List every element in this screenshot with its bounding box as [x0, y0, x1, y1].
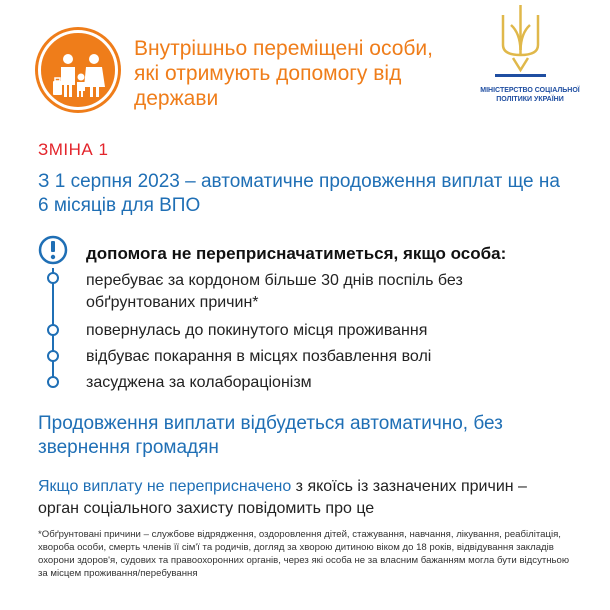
family-icon: [38, 30, 118, 110]
list-item: відбуває покарання в місцях позбавлення волі: [86, 348, 432, 365]
ministry-name: МІНІСТЕРСТВО СОЦІАЛЬНОЇ ПОЛІТИКИ УКРАЇНИ: [480, 87, 580, 103]
notification-note: [38, 476, 568, 520]
trident-emblem-icon: [493, 0, 548, 80]
note-text: з якоїсь із зазначених причин – орган соціального захисту повідомить про це: [38, 478, 527, 517]
bullet-dot: [47, 376, 59, 388]
note-highlight: Якщо виплату не переприсначено: [38, 478, 292, 495]
footnote: *Обґрунтовані причини – службове відрядження, оздоровлення дітей, стажування, навчання, лікування, реабілітація, хвороба особи, смерть членів її сім'ї та родичів, догляд за хворою дитиною віком до 18 років, відвідування закладів охорони здоров'я, судових та правоохоронних органів, через які особа не за власним бажанням могла бути відсутньою за місцем проживання/перебування: [38, 529, 570, 579]
change-label: ЗМІНА 1: [38, 140, 109, 159]
warning-icon: [38, 234, 68, 268]
header-title: Внутрішньо переміщені особи, які отримують допомогу від держави: [134, 37, 433, 110]
bullet-dot: [47, 350, 59, 362]
subheading: З 1 серпня 2023 – автоматичне продовження виплат ще на 6 місяців для ВПО: [38, 171, 560, 216]
list-item: засуджена за колабораціонізм: [86, 374, 312, 391]
list-item: перебуває за кордоном більше 30 днів поспіль без обґрунтованих причин*: [86, 272, 463, 311]
bullet-dot: [47, 272, 59, 284]
ministry-logo: [460, 0, 580, 120]
conditions-list: [38, 232, 578, 392]
extension-statement: Продовження виплати відбудеться автоматично, без звернення громадян: [38, 413, 503, 458]
bullet-dot: [47, 324, 59, 336]
list-item: повернулась до покинутого місця проживання: [86, 322, 428, 339]
conditions-heading: допомога не переприсначатиметься, якщо особа:: [86, 244, 507, 263]
